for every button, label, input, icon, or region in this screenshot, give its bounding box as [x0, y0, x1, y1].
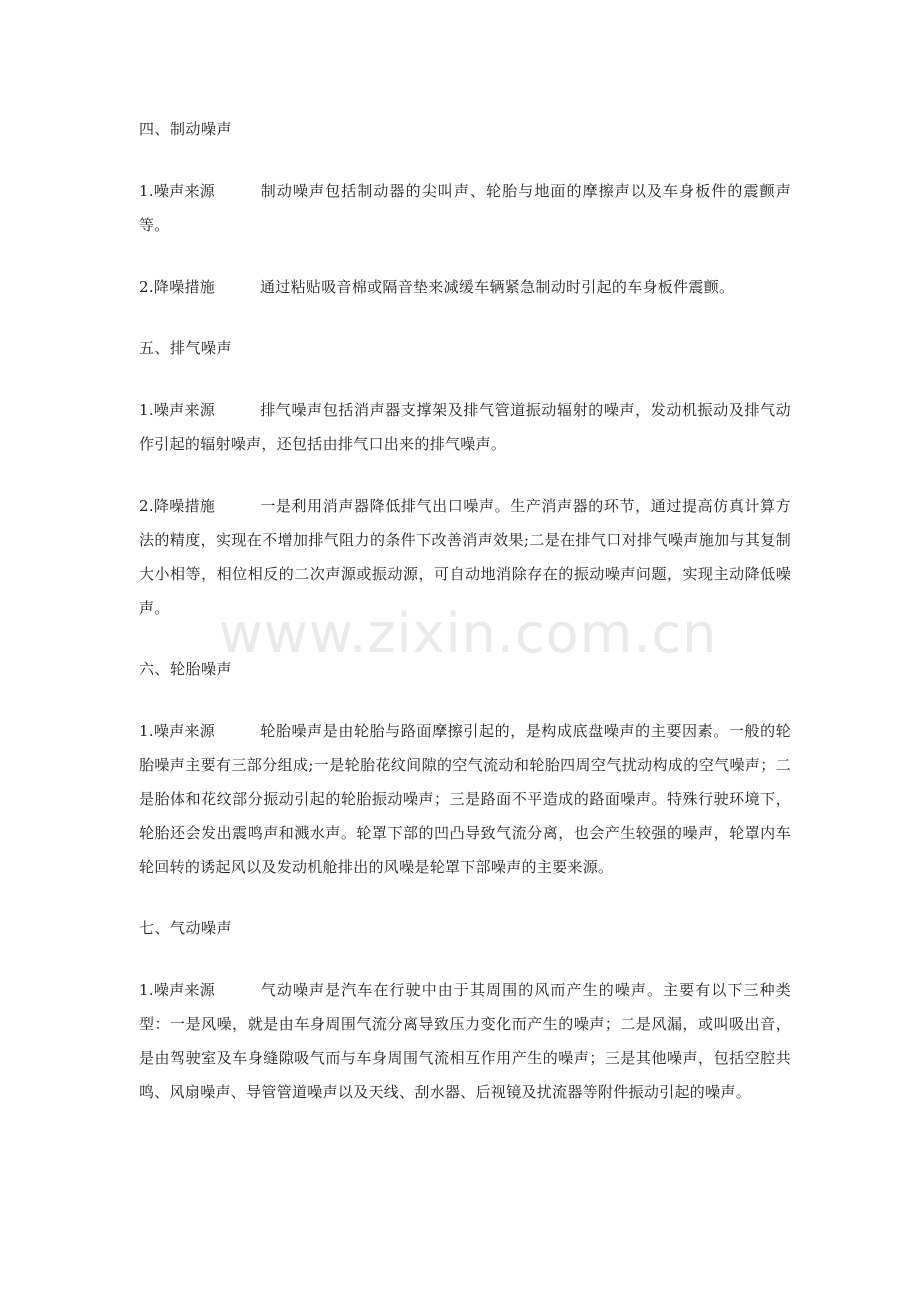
paragraph-lead: 2.降噪措施	[139, 497, 216, 515]
paragraph-text: 轮胎噪声是由轮胎与路面摩擦引起的，是构成底盘噪声的主要因素。一般的轮胎噪声主要有三部分组成;一是轮胎花纹间隙的空气流动和轮胎四周空气扰动构成的空气噪声；二是胎体和花纹部分振动引起的轮胎振动噪声；三是路面不平造成的路面噪声。特殊行驶环境下，轮胎还会发出震鸣声和溅水声。轮罩下部的凹凸导致气流分离，也会产生较强的噪声，轮罩内车轮回转的诱起风以及发动机舱排出的风噪是轮罩下部噪声的主要来源。	[139, 722, 791, 876]
section-heading-exhaust-noise: 五、排气噪声	[139, 339, 233, 357]
paragraph-lead: 1.噪声来源	[139, 182, 216, 200]
section-heading-tire-noise: 六、轮胎噪声	[139, 660, 233, 678]
paragraph-braking-noise-source	[139, 174, 791, 242]
paragraph-lead: 1.噪声来源	[139, 401, 216, 419]
section-heading-aerodynamic-noise: 七、气动噪声	[139, 919, 233, 937]
paragraph-text: 一是利用消声器降低排气出口噪声。生产消声器的环节，通过提高仿真计算方法的精度，实现在不增加排气阻力的条件下改善消声效果;二是在排气口对排气噪声施加与其复制大小相等，相位相反的二次声源或振动源，可自动地消除存在的振动噪声问题，实现主动降低噪声。	[139, 497, 791, 617]
paragraph-exhaust-noise-source	[139, 393, 791, 461]
paragraph-exhaust-noise-reduction	[139, 489, 791, 625]
paragraph-text: 排气噪声包括消声器支撑架及排气管道振动辐射的噪声，发动机振动及排气动作引起的辐射噪声，还包括由排气口出来的排气噪声。	[139, 401, 791, 453]
paragraph-lead: 1.噪声来源	[139, 722, 216, 740]
paragraph-tire-noise-source	[139, 714, 791, 884]
paragraph-aerodynamic-noise-source	[139, 973, 791, 1109]
watermark-text: www.zixin.com.cn	[218, 602, 718, 665]
paragraph-lead: 1.噪声来源	[139, 981, 216, 999]
paragraph-text: 气动噪声是汽车在行驶中由于其周围的风而产生的噪声。主要有以下三种类型：一是风噪，就是由车身周围气流分离导致压力变化而产生的噪声；二是风漏，或叫吸出音，是由驾驶室及车身缝隙吸气而与车身周围气流相互作用产生的噪声；三是其他噪声，包括空腔共鸣、风扇噪声、导管管道噪声以及天线、刮水器、后视镜及扰流器等附件振动引起的噪声。	[139, 981, 791, 1101]
section-heading-braking-noise: 四、制动噪声	[139, 120, 233, 138]
paragraph-text: 通过粘贴吸音棉或隔音垫来减缓车辆紧急制动时引起的车身板件震颤。	[260, 278, 735, 296]
document-body	[139, 113, 791, 1137]
paragraph-lead: 2.降噪措施	[139, 278, 216, 296]
paragraph-braking-noise-reduction	[139, 270, 791, 304]
paragraph-text: 制动噪声包括制动器的尖叫声、轮胎与地面的摩擦声以及车身板件的震颤声等。	[139, 182, 791, 234]
